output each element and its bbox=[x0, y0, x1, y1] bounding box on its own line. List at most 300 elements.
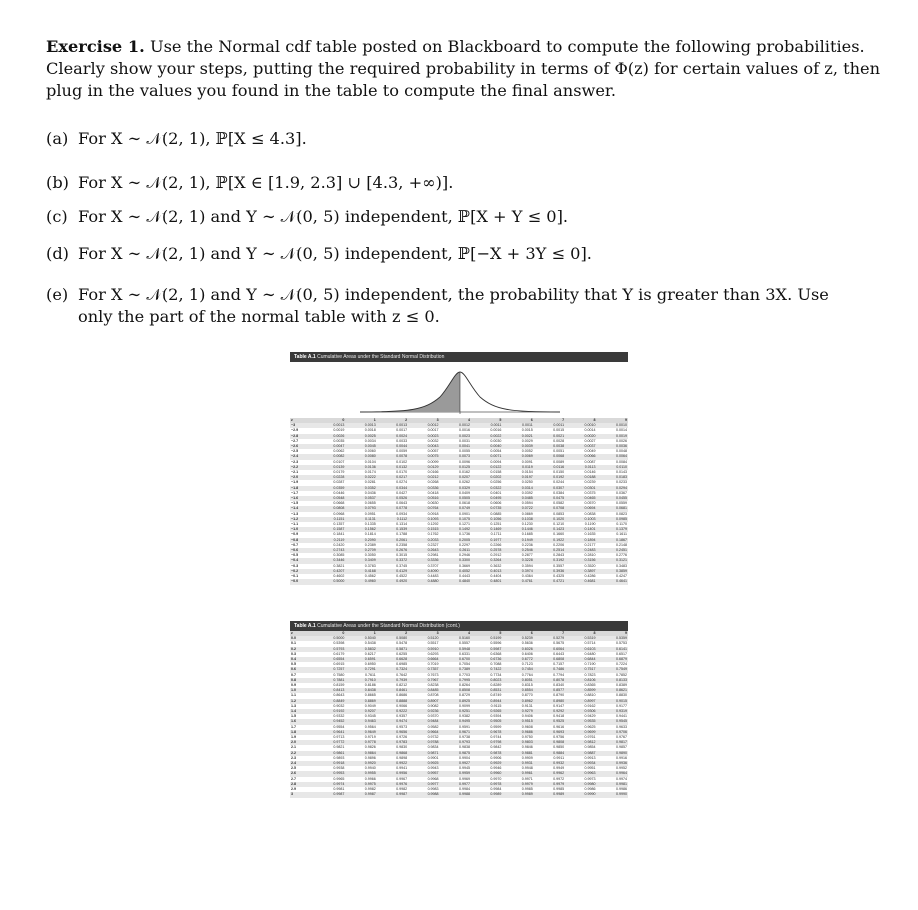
probability-cell: 0.7422 bbox=[471, 667, 502, 672]
probability-cell: 0.7454 bbox=[502, 667, 533, 672]
probability-cell: 0.6368 bbox=[490, 651, 502, 656]
probability-cell: 0.0559 bbox=[616, 501, 627, 506]
probability-cell: 0.9987 bbox=[377, 792, 408, 797]
probability-cell: 0.0314 bbox=[502, 486, 533, 491]
probability-cell: 0.9974 bbox=[314, 782, 345, 787]
probability-cell: 0.0044 bbox=[377, 444, 408, 449]
probability-cell: 0.0062 bbox=[333, 449, 345, 454]
probability-cell: 0.9616 bbox=[553, 724, 565, 729]
probability-cell: 0.8810 bbox=[584, 693, 596, 698]
column-header: 7 bbox=[534, 631, 565, 636]
probability-cell: 0.0207 bbox=[440, 475, 471, 480]
probability-cell: 0.9564 bbox=[364, 724, 376, 729]
probability-cell: 0.9983 bbox=[427, 787, 439, 792]
probability-cell: 0.0668 bbox=[333, 501, 345, 506]
probability-cell: 0.0274 bbox=[396, 480, 408, 485]
column-header: 5 bbox=[471, 631, 502, 636]
probability-cell: 0.9332 bbox=[333, 714, 345, 719]
probability-cell: 0.9686 bbox=[502, 730, 533, 735]
probability-cell: 0.3594 bbox=[521, 563, 533, 568]
probability-cell: 0.0015 bbox=[521, 428, 533, 433]
z-value-cell: 1.8 bbox=[290, 730, 314, 735]
probability-cell: 0.1170 bbox=[616, 522, 627, 527]
probability-cell: 0.3483 bbox=[616, 563, 627, 568]
probability-cell: 0.9968 bbox=[427, 776, 439, 781]
probability-cell: 0.9726 bbox=[396, 735, 408, 740]
probability-cell: 0.2578 bbox=[471, 548, 502, 553]
probability-cell: 0.9599 bbox=[490, 724, 502, 729]
probability-cell: 0.9871 bbox=[408, 751, 439, 756]
table-row bbox=[290, 792, 628, 797]
probability-cell: 0.8888 bbox=[377, 699, 408, 704]
probability-cell: 0.7190 bbox=[584, 662, 596, 667]
probability-cell: 0.0013 bbox=[377, 423, 408, 428]
probability-cell: 0.2358 bbox=[396, 542, 408, 547]
probability-cell: 0.0028 bbox=[553, 438, 565, 443]
probability-cell: 0.0016 bbox=[490, 428, 502, 433]
probability-cell: 0.1841 bbox=[333, 532, 345, 537]
probability-cell: 0.0014 bbox=[616, 428, 627, 433]
probability-cell: 0.0143 bbox=[616, 470, 627, 475]
probability-cell: 0.0089 bbox=[553, 459, 565, 464]
probability-cell: 0.0049 bbox=[584, 449, 596, 454]
probability-cell: 0.1314 bbox=[396, 522, 408, 527]
z-value-cell: 1.6 bbox=[290, 719, 314, 724]
probability-cell: 0.9803 bbox=[502, 740, 533, 745]
probability-cell: 0.0375 bbox=[584, 490, 596, 495]
probability-cell: 0.1190 bbox=[584, 522, 596, 527]
probability-cell: 0.0475 bbox=[534, 496, 565, 501]
z-value-cell: −2.3 bbox=[291, 459, 299, 464]
probability-cell: 0.0018 bbox=[364, 428, 376, 433]
probability-cell: 0.0094 bbox=[490, 459, 502, 464]
probability-cell: 0.3121 bbox=[597, 558, 628, 563]
problem-text: For X ∼ 𝒩(2, 1) and Y ∼ 𝒩(0, 5) independent, the probability that Y is greater than 3X. Use bbox=[78, 285, 829, 304]
probability-cell: 0.9868 bbox=[377, 751, 408, 756]
probability-cell: 0.9988 bbox=[440, 792, 471, 797]
probability-cell: 0.8577 bbox=[534, 688, 565, 693]
z-value-cell: −0.5 bbox=[291, 553, 299, 558]
probability-cell: 0.6064 bbox=[534, 647, 565, 652]
probability-cell: 0.9082 bbox=[427, 703, 439, 708]
table-row bbox=[290, 579, 628, 584]
probability-cell: 0.4052 bbox=[440, 569, 471, 574]
probability-cell: 0.9881 bbox=[502, 751, 533, 756]
probability-cell: 0.4840 bbox=[440, 579, 471, 584]
probability-cell: 0.9972 bbox=[553, 776, 565, 781]
z-value-cell: 0.3 bbox=[291, 651, 296, 656]
probability-cell: 0.7517 bbox=[565, 667, 596, 672]
probability-cell: 0.5596 bbox=[490, 641, 502, 646]
probability-cell: 0.2389 bbox=[364, 542, 376, 547]
probability-cell: 0.0681 bbox=[597, 506, 628, 511]
probability-cell: 0.0010 bbox=[565, 423, 596, 428]
probability-cell: 0.0526 bbox=[377, 496, 408, 501]
probability-cell: 0.7019 bbox=[427, 662, 439, 667]
probability-cell: 0.3897 bbox=[565, 569, 596, 574]
probability-cell: 0.6406 bbox=[521, 651, 533, 656]
probability-cell: 0.6664 bbox=[408, 657, 439, 662]
probability-cell: 0.7823 bbox=[584, 672, 596, 677]
probability-cell: 0.0630 bbox=[427, 501, 439, 506]
probability-cell: 0.0853 bbox=[553, 511, 565, 516]
probability-cell: 0.9608 bbox=[521, 724, 533, 729]
probability-cell: 0.9429 bbox=[584, 714, 596, 719]
probability-cell: 0.9878 bbox=[471, 751, 502, 756]
probability-cell: 0.0352 bbox=[345, 486, 376, 491]
probability-cell: 0.2912 bbox=[490, 553, 502, 558]
probability-cell: 0.0222 bbox=[345, 475, 376, 480]
probability-cell: 0.0455 bbox=[597, 496, 628, 501]
probability-cell: 0.1949 bbox=[502, 538, 533, 543]
probability-cell: 0.0014 bbox=[584, 428, 596, 433]
z-value-cell: −1.3 bbox=[291, 511, 299, 516]
problem-text: For X ∼ 𝒩(2, 1), ℙ[X ≤ 4.3]. bbox=[78, 129, 307, 148]
probability-cell: 0.0069 bbox=[502, 454, 533, 459]
probability-cell: 0.0096 bbox=[458, 459, 470, 464]
probability-cell: 0.5080 bbox=[377, 636, 408, 641]
probability-cell: 0.0015 bbox=[553, 428, 565, 433]
probability-cell: 0.6808 bbox=[534, 657, 565, 662]
probability-cell: 0.5714 bbox=[584, 641, 596, 646]
probability-cell: 0.9985 bbox=[553, 787, 565, 792]
probability-cell: 0.8078 bbox=[534, 678, 565, 683]
probability-cell: 0.0239 bbox=[584, 480, 596, 485]
probability-cell: 0.2676 bbox=[377, 548, 408, 553]
probability-cell: 0.8133 bbox=[597, 678, 628, 683]
z-value-cell: 2.2 bbox=[290, 751, 314, 756]
probability-cell: 0.4443 bbox=[458, 574, 470, 579]
probability-cell: 0.7324 bbox=[377, 667, 408, 672]
probability-cell: 0.9525 bbox=[534, 719, 565, 724]
probability-cell: 0.9131 bbox=[521, 703, 533, 708]
probability-cell: 0.9990 bbox=[565, 792, 596, 797]
probability-cell: 0.0465 bbox=[565, 496, 596, 501]
probability-cell: 0.0036 bbox=[597, 444, 628, 449]
probability-cell: 0.8159 bbox=[333, 683, 345, 688]
probability-cell: 0.2119 bbox=[314, 538, 345, 543]
z-value-cell: 2.5 bbox=[291, 766, 296, 771]
probability-cell: 0.2420 bbox=[333, 542, 345, 547]
z-value-cell: −0.2 bbox=[290, 569, 314, 574]
probability-cell: 0.5557 bbox=[458, 641, 470, 646]
probability-cell: 0.0183 bbox=[597, 475, 628, 480]
z-value-cell: 1.3 bbox=[291, 703, 296, 708]
z-value-cell: 2.0 bbox=[290, 740, 314, 745]
probability-cell: 0.5120 bbox=[408, 636, 439, 641]
z-value-cell: 2.1 bbox=[291, 745, 296, 750]
probability-cell: 0.0068 bbox=[534, 454, 565, 459]
probability-cell: 0.8554 bbox=[502, 688, 533, 693]
probability-cell: 0.4247 bbox=[616, 574, 627, 579]
probability-cell: 0.0192 bbox=[534, 475, 565, 480]
probability-cell: 0.9418 bbox=[553, 714, 565, 719]
probability-cell: 0.9671 bbox=[440, 730, 471, 735]
probability-cell: 0.9987 bbox=[314, 792, 345, 797]
probability-cell: 0.0119 bbox=[502, 465, 533, 470]
probability-cell: 0.9971 bbox=[521, 776, 533, 781]
probability-cell: 0.9931 bbox=[502, 761, 533, 766]
table-negative-grid bbox=[290, 418, 628, 585]
probability-cell: 0.8749 bbox=[490, 693, 502, 698]
probability-cell: 0.0548 bbox=[314, 496, 345, 501]
probability-cell: 0.8770 bbox=[521, 693, 533, 698]
probability-cell: 0.2148 bbox=[616, 542, 627, 547]
probability-cell: 0.0047 bbox=[314, 444, 345, 449]
probability-cell: 0.0643 bbox=[396, 501, 408, 506]
probability-cell: 0.0570 bbox=[584, 501, 596, 506]
probability-cell: 0.2611 bbox=[440, 548, 471, 553]
probability-cell: 0.0170 bbox=[396, 470, 408, 475]
probability-cell: 0.0087 bbox=[584, 459, 596, 464]
column-header: 4 bbox=[440, 631, 471, 636]
probability-cell: 0.3409 bbox=[345, 558, 376, 563]
probability-cell: 0.0017 bbox=[427, 428, 439, 433]
probability-cell: 0.8980 bbox=[534, 699, 565, 704]
probability-cell: 0.6554 bbox=[314, 657, 345, 662]
probability-cell: 0.1492 bbox=[440, 527, 471, 532]
probability-cell: 0.9949 bbox=[553, 766, 565, 771]
probability-cell: 0.0436 bbox=[364, 490, 376, 495]
probability-cell: 0.6915 bbox=[333, 662, 345, 667]
probability-cell: 0.9974 bbox=[616, 776, 627, 781]
probability-cell: 0.9484 bbox=[408, 719, 439, 724]
probability-cell: 0.2483 bbox=[565, 548, 596, 553]
probability-cell: 0.2177 bbox=[584, 542, 596, 547]
probability-cell: 0.4641 bbox=[597, 579, 628, 584]
probability-cell: 0.1151 bbox=[314, 517, 345, 522]
probability-cell: 0.9898 bbox=[396, 755, 408, 760]
column-header: z bbox=[290, 631, 314, 636]
probability-cell: 0.6141 bbox=[597, 647, 628, 652]
probability-cell: 0.0010 bbox=[597, 423, 628, 428]
probability-cell: 0.9656 bbox=[377, 730, 408, 735]
probability-cell: 0.3821 bbox=[333, 563, 345, 568]
z-value-cell: −0.1 bbox=[291, 574, 299, 579]
probability-cell: 0.4013 bbox=[471, 569, 502, 574]
z-value-cell: −0.0 bbox=[290, 579, 314, 584]
probability-cell: 0.7357 bbox=[408, 667, 439, 672]
problem-d bbox=[46, 243, 886, 265]
probability-cell: 0.0040 bbox=[471, 444, 502, 449]
probability-cell: 0.0030 bbox=[490, 438, 502, 443]
probability-cell: 0.5199 bbox=[471, 636, 502, 641]
z-value-cell: 2.3 bbox=[291, 755, 296, 760]
probability-cell: 0.1423 bbox=[534, 527, 565, 532]
probability-cell: 0.9463 bbox=[345, 719, 376, 724]
probability-cell: 0.1587 bbox=[314, 527, 345, 532]
probability-cell: 0.6331 bbox=[458, 651, 470, 656]
probability-cell: 0.9678 bbox=[471, 730, 502, 735]
probability-cell: 0.9554 bbox=[333, 724, 345, 729]
probability-cell: 0.0023 bbox=[408, 434, 439, 439]
probability-cell: 0.9938 bbox=[333, 766, 345, 771]
probability-cell: 0.9951 bbox=[584, 766, 596, 771]
probability-cell: 0.0019 bbox=[597, 434, 628, 439]
column-header: 0 bbox=[314, 418, 345, 423]
probability-cell: 0.1038 bbox=[502, 517, 533, 522]
probability-cell: 0.0012 bbox=[440, 423, 471, 428]
probability-cell: 0.5398 bbox=[333, 641, 345, 646]
probability-cell: 0.9251 bbox=[440, 709, 471, 714]
probability-cell: 0.0505 bbox=[440, 496, 471, 501]
problem-label: (b) bbox=[46, 173, 69, 192]
probability-cell: 0.9699 bbox=[565, 730, 596, 735]
probability-cell: 0.0024 bbox=[377, 434, 408, 439]
probability-cell: 0.9015 bbox=[597, 699, 628, 704]
probability-cell: 0.0107 bbox=[333, 459, 345, 464]
probability-cell: 0.6844 bbox=[565, 657, 596, 662]
probability-cell: 0.0336 bbox=[408, 486, 439, 491]
probability-cell: 0.3707 bbox=[427, 563, 439, 568]
table-positive-grid bbox=[290, 631, 628, 798]
probability-cell: 0.4483 bbox=[427, 574, 439, 579]
probability-cell: 0.0073 bbox=[440, 454, 471, 459]
probability-cell: 0.5000 bbox=[314, 579, 345, 584]
z-value-cell: −1.0 bbox=[290, 527, 314, 532]
probability-cell: 0.9545 bbox=[597, 719, 628, 724]
probability-cell: 0.9515 bbox=[502, 719, 533, 724]
probability-cell: 0.5319 bbox=[565, 636, 596, 641]
probability-cell: 0.9970 bbox=[490, 776, 502, 781]
probability-cell: 0.9890 bbox=[597, 751, 628, 756]
problem-label: (e) bbox=[46, 285, 69, 304]
column-header: 6 bbox=[502, 418, 533, 423]
probability-cell: 0.8925 bbox=[440, 699, 471, 704]
probability-cell: 0.9793 bbox=[440, 740, 471, 745]
probability-cell: 0.7157 bbox=[553, 662, 565, 667]
probability-cell: 0.0174 bbox=[364, 470, 376, 475]
probability-cell: 0.0918 bbox=[427, 511, 439, 516]
probability-cell: 0.9977 bbox=[440, 782, 471, 787]
probability-cell: 0.0075 bbox=[408, 454, 439, 459]
probability-cell: 0.3050 bbox=[364, 553, 376, 558]
probability-cell: 0.9934 bbox=[565, 761, 596, 766]
probability-cell: 0.1562 bbox=[345, 527, 376, 532]
probability-cell: 0.9875 bbox=[440, 751, 471, 756]
probability-cell: 0.7881 bbox=[314, 678, 345, 683]
probability-cell: 0.1894 bbox=[565, 538, 596, 543]
probability-cell: 0.9975 bbox=[345, 782, 376, 787]
normal-table-negative bbox=[290, 352, 628, 585]
normal-curve-icon bbox=[290, 362, 628, 418]
probability-cell: 0.4325 bbox=[553, 574, 565, 579]
probability-cell: 0.7794 bbox=[553, 672, 565, 677]
probability-cell: 0.5910 bbox=[408, 647, 439, 652]
probability-cell: 0.6293 bbox=[427, 651, 439, 656]
probability-cell: 0.9864 bbox=[345, 751, 376, 756]
probability-cell: 0.9812 bbox=[565, 740, 596, 745]
probability-cell: 0.8729 bbox=[458, 693, 470, 698]
probability-cell: 0.8461 bbox=[377, 688, 408, 693]
z-value-cell: −3 bbox=[290, 423, 314, 428]
exercise-instructions: Use the Normal cdf table posted on Blackboard to compute the following probabilities. Clearly show your steps, putting the required probability in terms of Φ(z) for certain values of z, then plug in the values you found in the table to compute the final answer. bbox=[46, 37, 881, 100]
probability-cell: 0.1230 bbox=[521, 522, 533, 527]
probability-cell: 0.9957 bbox=[408, 771, 439, 776]
probability-cell: 0.9162 bbox=[584, 703, 596, 708]
probability-cell: 0.3085 bbox=[333, 553, 345, 558]
probability-cell: 0.7291 bbox=[345, 667, 376, 672]
probability-cell: 0.9406 bbox=[521, 714, 533, 719]
column-header: z bbox=[290, 418, 314, 423]
probability-cell: 0.9842 bbox=[490, 745, 502, 750]
probability-cell: 0.8023 bbox=[471, 678, 502, 683]
probability-cell: 0.9192 bbox=[314, 709, 345, 714]
probability-cell: 0.3372 bbox=[377, 558, 408, 563]
probability-cell: 0.1611 bbox=[616, 532, 627, 537]
probability-cell: 0.1379 bbox=[597, 527, 628, 532]
probability-cell: 0.9382 bbox=[458, 714, 470, 719]
probability-cell: 0.2810 bbox=[584, 553, 596, 558]
probability-cell: 0.8315 bbox=[521, 683, 533, 688]
probability-cell: 0.0136 bbox=[345, 465, 376, 470]
probability-cell: 0.0322 bbox=[471, 486, 502, 491]
probability-cell: 0.9573 bbox=[396, 724, 408, 729]
probability-cell: 0.9641 bbox=[314, 730, 345, 735]
z-value-cell: −1.7 bbox=[291, 490, 299, 495]
probability-cell: 0.0099 bbox=[427, 459, 439, 464]
probability-cell: 0.8212 bbox=[396, 683, 408, 688]
z-value-cell: 1.7 bbox=[291, 724, 296, 729]
probability-cell: 0.2546 bbox=[502, 548, 533, 553]
probability-cell: 0.0485 bbox=[502, 496, 533, 501]
probability-cell: 0.9750 bbox=[521, 735, 533, 740]
probability-cell: 0.0250 bbox=[521, 480, 533, 485]
probability-cell: 0.0838 bbox=[584, 511, 596, 516]
probability-cell: 0.0021 bbox=[534, 434, 565, 439]
probability-cell: 0.8264 bbox=[458, 683, 470, 688]
probability-cell: 0.9911 bbox=[553, 755, 565, 760]
probability-cell: 0.0233 bbox=[616, 480, 627, 485]
probability-cell: 0.9857 bbox=[616, 745, 627, 750]
probability-cell: 0.6950 bbox=[364, 662, 376, 667]
probability-cell: 0.9906 bbox=[490, 755, 502, 760]
probability-cell: 0.6517 bbox=[616, 651, 627, 656]
z-value-cell: −2.9 bbox=[291, 428, 299, 433]
probability-cell: 0.9963 bbox=[565, 771, 596, 776]
probability-cell: 0.2297 bbox=[458, 542, 470, 547]
probability-cell: 0.0392 bbox=[521, 490, 533, 495]
probability-cell: 0.1093 bbox=[408, 517, 439, 522]
table-label: Table A.1 bbox=[294, 623, 316, 629]
column-header: 3 bbox=[408, 418, 439, 423]
probability-cell: 0.9913 bbox=[584, 755, 596, 760]
probability-cell: 0.0968 bbox=[333, 511, 345, 516]
z-value-cell: −1.1 bbox=[291, 522, 299, 527]
probability-cell: 0.0212 bbox=[408, 475, 439, 480]
probability-cell: 0.0016 bbox=[458, 428, 470, 433]
probability-cell: 0.9452 bbox=[314, 719, 345, 724]
probability-cell: 0.6217 bbox=[364, 651, 376, 656]
probability-cell: 0.9956 bbox=[377, 771, 408, 776]
probability-cell: 0.2451 bbox=[597, 548, 628, 553]
probability-cell: 0.2266 bbox=[490, 542, 502, 547]
probability-cell: 0.9969 bbox=[458, 776, 470, 781]
probability-cell: 0.0294 bbox=[597, 486, 628, 491]
probability-cell: 0.9788 bbox=[408, 740, 439, 745]
probability-cell: 0.0116 bbox=[534, 465, 565, 470]
probability-cell: 0.0262 bbox=[458, 480, 470, 485]
probability-cell: 0.1210 bbox=[553, 522, 565, 527]
probability-cell: 0.9693 bbox=[534, 730, 565, 735]
table-title-bar bbox=[290, 352, 628, 362]
probability-cell: 0.8686 bbox=[396, 693, 408, 698]
probability-cell: 0.7939 bbox=[377, 678, 408, 683]
probability-cell: 0.9357 bbox=[396, 714, 408, 719]
probability-cell: 0.9115 bbox=[490, 703, 502, 708]
probability-cell: 0.9980 bbox=[565, 782, 596, 787]
probability-cell: 0.0307 bbox=[534, 486, 565, 491]
